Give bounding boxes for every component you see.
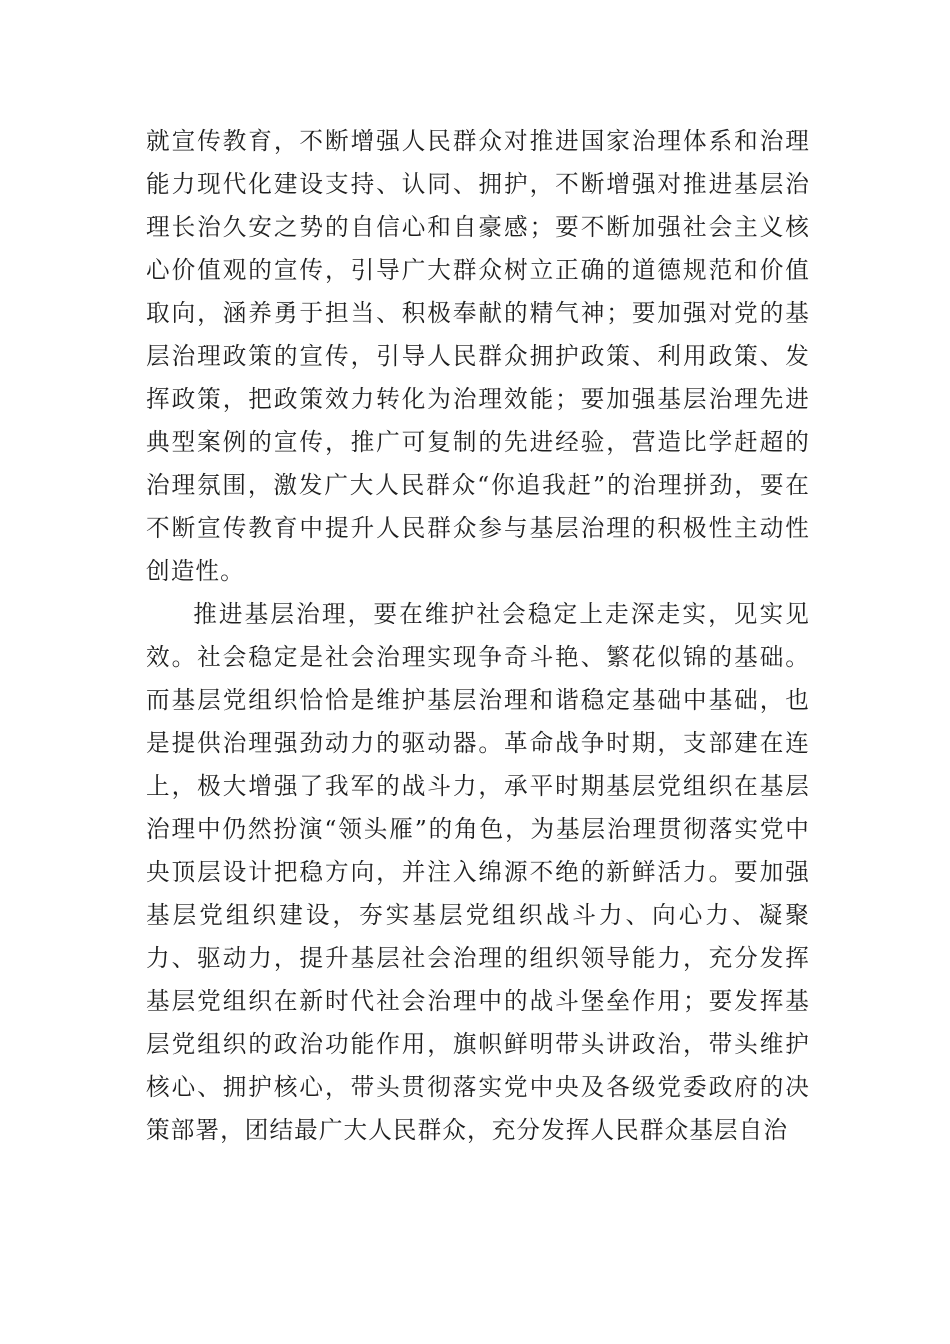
paragraph-continued: 就宣传教育，不断增强人民群众对推进国家治理体系和治理能力现代化建设支持、认同、拥护，不断增强对推进基层治理长治久安之势的自信心和自豪感；要不断加强社会主义核心价值观的宣传，引导广大群众树立正确的道德规范和价值取向，涵养勇于担当、积极奉献的精气神；要加强对党的基层治理政策的宣传，引导人民群众拥护政策、利用政策、发挥政策，把政策效力转化为治理效能；要加强基层治理先进典型案例的宣传，推广可复制的先进经验，营造比学赶超的治理氛围，激发广大人民群众“你追我赶”的治理拼劲，要在不断宣传教育中提升人民群众参与基层治理的积极性主动性创造性。 (146, 127, 810, 585)
document-page (146, 120, 810, 1152)
paragraph-social-stability: 推进基层治理，要在维护社会稳定上走深走实，见实见效。社会稳定是社会治理实现争奇斗艳、繁花似锦的基础。而基层党组织恰恰是维护基层治理和谐稳定基础中基础，也是提供治理强劲动力的驱动器。革命战争时期，支部建在连上，极大增强了我军的战斗力，承平时期基层党组织在基层治理中仍然扮演“领头雁”的角色，为基层治理贯彻落实党中央顶层设计把稳方向，并注入绵源不绝的新鲜活力。要加强基层党组织建设，夯实基层党组织战斗力、向心力、凝聚力、驱动力，提升基层社会治理的组织领导能力，充分发挥基层党组织在新时代社会治理中的战斗堡垒作用；要发挥基层党组织的政治功能作用，旗帜鲜明带头讲政治，带头维护核心、拥护核心，带头贯彻落实党中央及各级党委政府的决策部署，团结最广大人民群众，充分发挥人民群众基层自治 (146, 600, 810, 1144)
